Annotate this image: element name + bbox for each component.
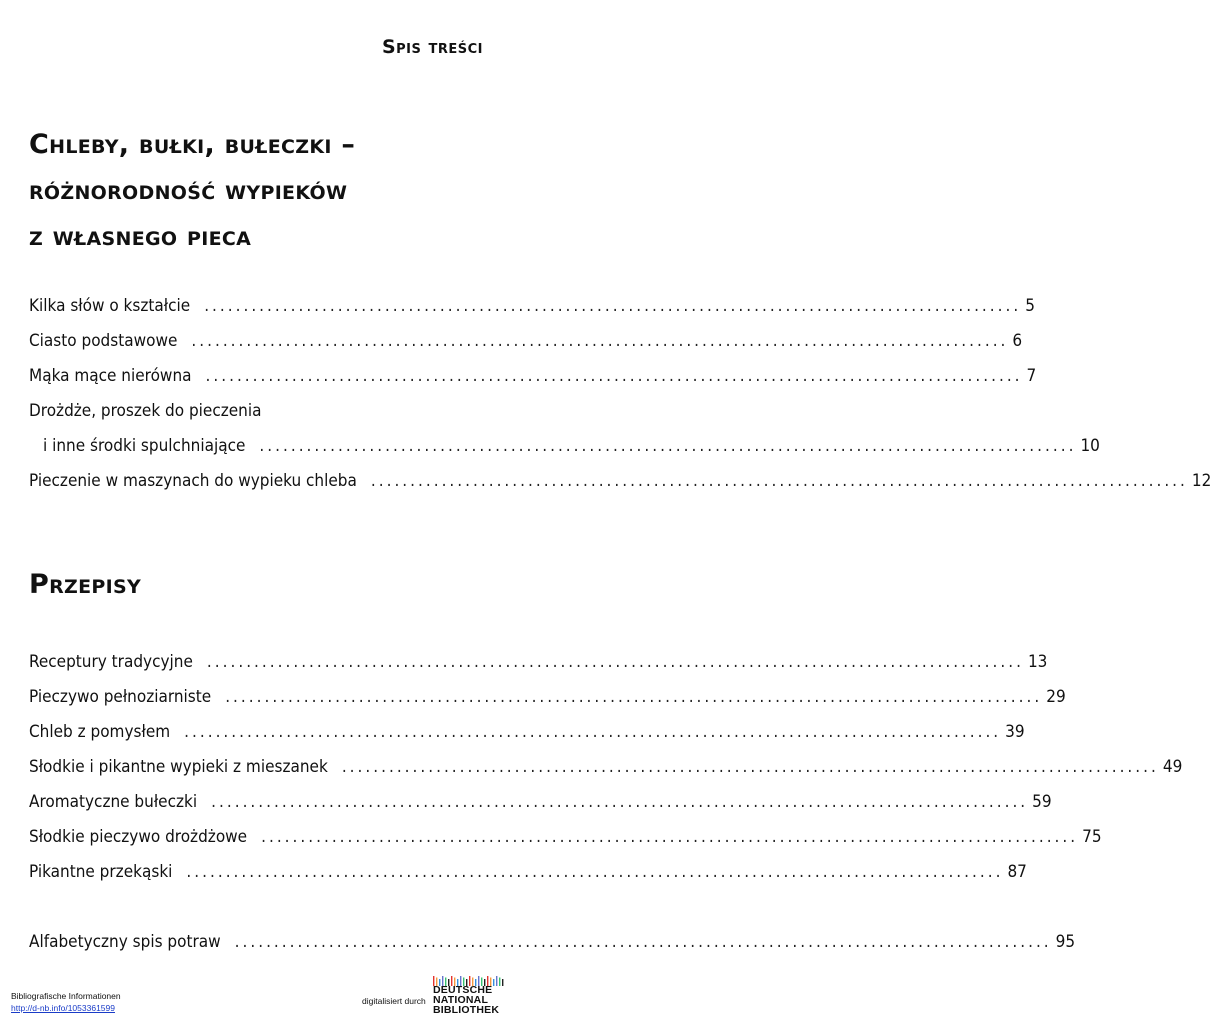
toc-entry[interactable]	[29, 464, 1211, 499]
toc-entry-page: 95	[1055, 932, 1076, 952]
toc-list-recipes	[29, 645, 1183, 890]
section-title-line: Chleby, bułki, bułeczki –	[29, 129, 356, 160]
toc-entry-page: 12	[1191, 471, 1211, 491]
toc-list-intro	[29, 289, 1211, 499]
toc-entry-label: Mąka mące nierówna	[29, 366, 192, 386]
toc-entry-label: Aromatyczne bułeczki	[29, 792, 198, 812]
toc-entry-page: 5	[1025, 296, 1035, 316]
toc-entry-index[interactable]	[29, 925, 1076, 960]
toc-leader-dots: ........................................................................................................	[191, 331, 1009, 351]
toc-leader-dots: ........................................................................................................	[184, 722, 1002, 742]
toc-entry-page: 59	[1032, 792, 1052, 812]
section-title-recipes: Przepisy	[29, 569, 142, 600]
dnb-logo	[433, 976, 505, 1020]
page-header-title: Spis treści	[381, 36, 483, 58]
dnb-logo-line: BIBLIOTHEK	[433, 1004, 500, 1016]
toc-entry-page: 10	[1080, 436, 1100, 456]
section-title-line: różnorodność wypieków	[29, 175, 348, 206]
toc-entry[interactable]	[29, 394, 481, 429]
toc-entry[interactable]	[29, 324, 1023, 359]
toc-leader-dots: ........................................................................................................	[211, 792, 1029, 812]
toc-entry[interactable]	[29, 715, 1025, 750]
dnb-link[interactable]: http://d-nb.info/1053361599	[11, 1003, 115, 1013]
toc-entry-label: Drożdże, proszek do pieczenia	[29, 401, 262, 421]
toc-entry-page: 7	[1026, 366, 1037, 386]
toc-leader-dots: ........................................................................................................	[205, 366, 1023, 386]
toc-entry-label: Kilka słów o kształcie	[29, 296, 191, 316]
section-title-breads	[29, 122, 355, 260]
toc-entry-label: Ciasto podstawowe	[29, 331, 178, 351]
toc-entry[interactable]	[29, 429, 1100, 464]
toc-entry-label: Słodkie i pikantne wypieki z mieszanek	[29, 757, 328, 777]
footer-bibliographic	[11, 990, 121, 1014]
toc-entry[interactable]	[29, 855, 1027, 890]
toc-leader-dots: ........................................................................................................	[225, 687, 1043, 707]
toc-entry[interactable]	[29, 785, 1052, 820]
bib-info-label: Bibliografische Informationen	[11, 991, 121, 1001]
toc-entry-label: Pieczenie w maszynach do wypieku chleba	[29, 471, 357, 491]
toc-entry-page: 29	[1046, 687, 1066, 707]
dnb-logo-line: DEUTSCHE	[433, 984, 493, 996]
toc-entry-label: Alfabetyczny spis potraw	[29, 932, 221, 952]
toc-entry-page: 13	[1027, 652, 1048, 672]
toc-entry[interactable]	[29, 680, 1066, 715]
toc-leader-dots: ........................................................................................................	[186, 862, 1004, 882]
toc-entry-page: 6	[1012, 331, 1023, 351]
toc-entry-label: Pieczywo pełnoziarniste	[29, 687, 212, 707]
toc-entry-label: Słodkie pieczywo drożdżowe	[29, 827, 248, 847]
toc-entry[interactable]	[29, 359, 1037, 394]
toc-entry-label: Receptury tradycyjne	[29, 652, 193, 672]
toc-entry-page: 87	[1007, 862, 1027, 882]
toc-leader-dots: ........................................................................................................	[370, 471, 1188, 491]
toc-leader-dots: ........................................................................................................	[204, 296, 1022, 316]
dnb-logo-line: NATIONAL	[433, 994, 489, 1006]
toc-entry-label: Chleb z pomysłem	[29, 722, 171, 742]
toc-entry-label: i inne środki spulchniające	[43, 436, 246, 456]
toc-entry[interactable]	[29, 820, 1102, 855]
digitized-by-label: digitalisiert durch	[362, 996, 426, 1006]
toc-entry-label: Pikantne przekąski	[29, 862, 173, 882]
toc-entry[interactable]	[29, 289, 1035, 324]
toc-entry[interactable]	[29, 750, 1183, 785]
toc-leader-dots: ........................................................................................................	[259, 436, 1077, 456]
section-title-line: z własnego pieca	[29, 221, 252, 252]
toc-list-index	[29, 925, 1076, 960]
toc-entry-page: 49	[1162, 757, 1183, 777]
dnb-logo-text	[433, 985, 499, 1015]
toc-leader-dots: ........................................................................................................	[206, 652, 1024, 672]
toc-entry-page: 39	[1005, 722, 1025, 742]
toc-leader-dots: ........................................................................................................	[261, 827, 1079, 847]
toc-leader-dots: ........................................................................................................	[234, 932, 1052, 952]
toc-leader-dots: ........................................................................................................	[341, 757, 1159, 777]
toc-entry[interactable]	[29, 645, 1048, 680]
toc-entry-page: 75	[1082, 827, 1102, 847]
